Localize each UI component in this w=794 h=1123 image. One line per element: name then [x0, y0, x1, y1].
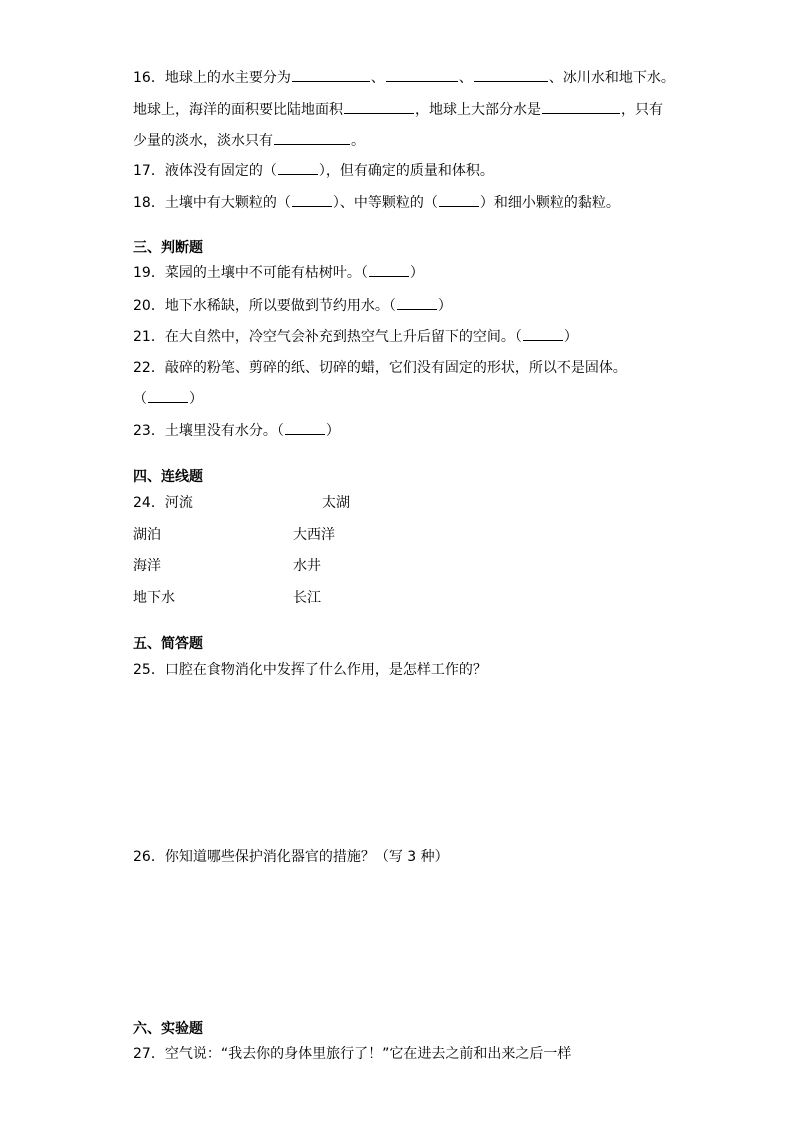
question-22: 22．敲碎的粉笔、剪碎的纸、切碎的蜡，它们没有固定的形状，所以不是固体。	[133, 360, 627, 376]
answer-blank[interactable]	[274, 131, 350, 145]
question-16-line-1: 16．地球上的水主要分为 、 、 、冰川水和地下水。	[133, 70, 675, 86]
answer-blank[interactable]	[278, 162, 318, 175]
question-16-line-2: 地球上，海洋的面积要比陆地面积 ，地球上大部分水是 ，只有	[133, 102, 663, 118]
answer-blank[interactable]	[292, 194, 332, 207]
answer-blank[interactable]	[292, 68, 370, 82]
question-23: 23．土壤里没有水分。（ ）	[133, 423, 340, 439]
question-18: 18．土壤中有大颗粒的（ ）、中等颗粒的（ ）和细小颗粒的黏粒。	[133, 195, 620, 211]
answer-blank[interactable]	[474, 68, 548, 82]
answer-blank[interactable]	[344, 100, 414, 114]
answer-blank[interactable]	[523, 328, 563, 341]
section-title-matching: 四、连线题	[133, 469, 203, 485]
question-25: 25．口腔在食物消化中发挥了什么作用，是怎样工作的？	[133, 662, 487, 678]
match-left-item[interactable]: 湖泊	[133, 527, 161, 543]
match-left-item[interactable]: 24．河流	[133, 495, 193, 511]
question-22-answer: （ ）	[133, 391, 203, 407]
match-right-item[interactable]: 太湖	[322, 495, 350, 511]
match-right-item[interactable]: 水井	[293, 558, 321, 574]
question-26: 26．你知道哪些保护消化器官的措施？（写 3 种）	[133, 849, 449, 865]
question-20: 20．地下水稀缺，所以要做到节约用水。（ ）	[133, 298, 452, 314]
answer-blank[interactable]	[439, 194, 479, 207]
match-right-item[interactable]: 长江	[293, 590, 321, 606]
answer-blank[interactable]	[148, 390, 188, 403]
answer-blank[interactable]	[285, 422, 325, 435]
answer-blank[interactable]	[369, 264, 409, 277]
section-title-short-answer: 五、简答题	[133, 636, 203, 652]
answer-blank[interactable]	[386, 68, 458, 82]
question-16-line-3: 少量的淡水，淡水只有 。	[133, 133, 365, 149]
question-21: 21．在大自然中，冷空气会补充到热空气上升后留下的空间。（ ）	[133, 329, 578, 345]
answer-blank[interactable]	[397, 297, 437, 310]
section-title-judgement: 三、判断题	[133, 240, 203, 256]
match-right-item[interactable]: 大西洋	[293, 527, 335, 543]
match-left-item[interactable]: 地下水	[133, 590, 175, 606]
answer-blank[interactable]	[542, 100, 620, 114]
question-17: 17．液体没有固定的（ ），但有确定的质量和体积。	[133, 163, 494, 179]
question-27: 27．空气说：“我去你的身体里旅行了！”它在进去之前和出来之后一样	[133, 1046, 572, 1062]
section-title-experiment: 六、实验题	[133, 1021, 203, 1037]
question-19: 19．菜园的土壤中不可能有枯树叶。（ ）	[133, 265, 424, 281]
match-left-item[interactable]: 海洋	[133, 558, 161, 574]
